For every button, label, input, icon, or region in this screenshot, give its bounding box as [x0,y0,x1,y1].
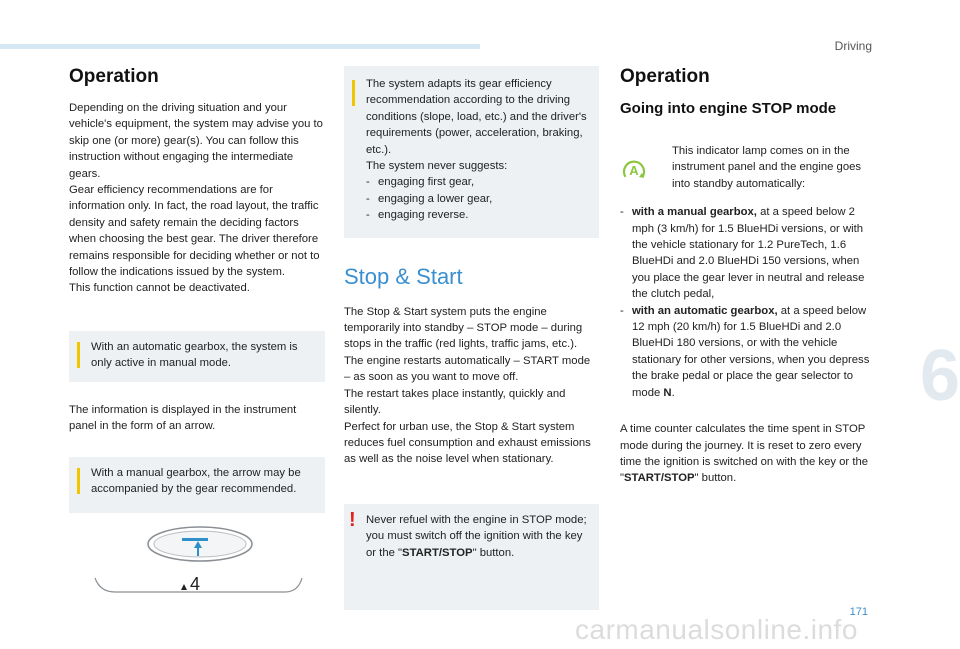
paragraph: A time counter calculates the time spent in STOP mode during the journey. It is reset to zero every time the ignition is switched on with the key or the "START/STOP" button. [620,423,869,485]
list-item: - with an automatic gearbox, at a speed below 12 mph (20 km/h) for 1.5 BlueHDi and 2.0 BlueHDi 180 versions, or with the vehicle stationary for other versions, when you depress the brake pedal or place the gear selector to mode N. [620,304,870,399]
info-mark-icon [77,468,80,494]
paragraph: Gear efficiency recommendations are for information only. In fact, the road layout, the traffic density and safety remain the deciding factors when choosing the best gear. The driver therefore remains responsible for deciding whether or not to follow the indications issued by the system. [69,184,320,279]
list-item: - engaging a lower gear, [366,192,493,205]
column-stop-mode [620,66,880,487]
info-note-automatic [69,331,325,382]
list-item: - engaging first gear, [366,176,475,189]
indicator-row [620,143,880,192]
stop-start-heading: Stop & Start [344,263,463,289]
paragraph: The Stop & Start system puts the engine temporarily into standby – STOP mode – during stops in the traffic (red lights, traffic jams, etc.). The engine restarts automatically – START mode – as soon as you want to move off. [344,305,591,384]
column-gear-efficiency [69,66,325,513]
list-item: - with a manual gearbox, at a speed below 2 mph (3 km/h) for 1.5 BlueHDi versions, or with the vehicle stationary for 1.2 PureTech, 1.6 BlueHDi and 2.0 BlueHDi 150 versions, when you place the gear lever in neutral and release the clutch pedal, [620,206,865,301]
indicator-letter: A [629,163,639,178]
paragraph: Perfect for urban use, the Stop & Start system reduces fuel consumption and exhaust emissions as well as the noise level when stationary. [344,420,591,466]
list-item: - engaging reverse. [366,209,469,222]
warning-exclamation-icon: ! [349,508,356,531]
paragraph: Depending on the driving situation and your vehicle's equipment, the system may advise you to skip one (or more) gear(s). You can follow this instruction without engaging the intermediate gears. [69,102,323,180]
info-mark-icon [352,80,355,106]
column-stop-start [344,66,599,610]
recommended-gear: 4 [190,574,201,594]
paragraph: The restart takes place instantly, quickly and silently. [344,387,566,417]
auto-stop-indicator-icon [620,157,648,181]
operation-heading: Operation [69,66,159,87]
note-text: With a manual gearbox, the arrow may be accompanied by the gear recommended. [91,466,301,495]
indicator-bar [182,538,208,541]
paragraph: The information is displayed in the instrument panel in the form of an arrow. [69,403,297,433]
chapter-number: 6 [919,336,960,416]
section-label: Driving [834,39,872,53]
watermark: carmanualsonline.info [575,614,858,645]
info-mark-icon [77,342,80,368]
operation-heading: Operation [620,66,710,87]
paragraph: This function cannot be deactivated. [69,282,250,295]
gear-indicator-illustration [90,520,305,600]
stop-indicator-icon-wrap [620,143,672,192]
info-note-manual [69,457,325,513]
note-text: The system adapts its gear efficiency recommendation according to the driving conditions (slope, load, etc.) and the driver's requirements (power, acceleration, braking, etc.). [366,78,587,156]
dial-inner-ring [154,531,246,557]
note-text: With an automatic gearbox, the system is only active in manual mode. [91,340,298,370]
info-note-system [344,66,599,238]
stop-mode-subheading: Going into engine STOP mode [620,100,837,117]
page-number: 171 [849,606,868,618]
warning-note-refuel: ! Never refuel with the engine in STOP mode; you must switch off the ignition with the key or the "START/STOP" button. [344,504,599,610]
note-text: The system never suggests: [366,160,508,173]
indicator-text: This indicator lamp comes on in the instrument panel and the engine goes into standby automatically: [672,145,862,190]
header-accent-bar [0,44,480,49]
small-up-arrow-icon [181,584,187,590]
